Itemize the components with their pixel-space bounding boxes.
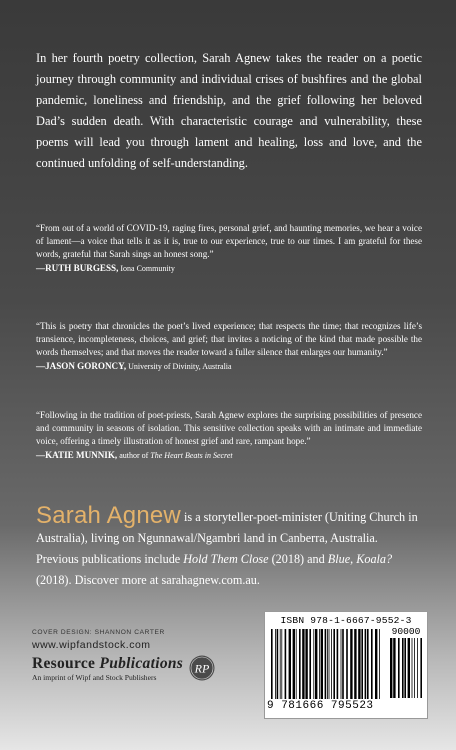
price-addon-digits: 90000 [391,626,421,637]
barcode-bar [420,638,422,698]
barcode-bar [325,629,327,699]
endorser-affiliation: Iona Community [118,264,175,273]
barcode-bar [285,629,287,699]
barcode-bar [412,638,413,698]
barcode-bar [309,629,311,699]
barcode-bar [319,629,320,699]
addon-barcode [390,638,422,698]
barcode-bar [350,629,352,699]
endorser-affiliation: University of Divinity, Australia [126,362,232,371]
barcode-bar [342,629,344,699]
bio-text-3: (2018). Discover more at sarahagnew.com.au. [36,573,260,587]
barcode-bar [393,638,395,698]
barcode-bar [365,629,367,699]
endorsement-attribution [36,449,422,462]
description-blurb: In her fourth poetry collection, Sarah Agnew takes the reader on a poetic journey through community and individual crises of bushfires and the global pandemic, loneliness and friendship, and the grief following her beloved Dad’s sudden death. With characteristic courage and vulnerability, these poems will lead you through lament and healing, loss and love, and the continued unfolding of self-understanding. [36,51,422,170]
barcode-bar [402,638,404,698]
endorser-name: —JASON GORONCY, [36,361,127,371]
barcode-bar [281,629,282,699]
barcode-bar [361,629,363,699]
barcode-bar [354,629,356,699]
endorsement-2 [36,320,422,373]
barcode-bar [293,629,295,699]
barcode-bar [302,629,304,699]
isbn-label: ISBN 978-1-6667-9552-3 [280,615,412,626]
publisher-website: www.wipfandstock.com [32,639,151,651]
ean-digits: 9 781666 795523 [267,700,374,712]
endorsement-attribution [36,360,422,373]
endorsement-attribution [36,262,422,275]
barcode-bar [414,638,415,698]
barcode-bar [417,638,418,698]
barcode-bar [341,629,342,699]
author-name: Sarah Agnew [36,502,181,529]
barcode-bar [321,629,323,699]
cover-design-credit: COVER DESIGN: SHANNON CARTER [32,629,165,636]
ean-barcode [271,629,383,699]
barcode-bar [299,629,301,699]
barcode-bar [271,629,273,699]
barcode-bar [327,629,328,699]
barcode-bar [398,638,400,698]
endorsement-1 [36,222,422,275]
publisher-imprint: An imprint of Wipf and Stock Publishers [32,673,157,682]
barcode-bar [313,629,314,699]
barcode-bar [331,629,332,699]
barcode-bar [315,629,317,699]
endorsement-quote: “From out of a world of COVID-19, raging fires, personal grief, and haunting memories, we hear a voice of lament—a voice that tells it as it is, true to our experience, true to our times. I am grateful for these words, grateful that Sarah sings an honest song.” [36,223,422,259]
author-bio [36,502,422,591]
publisher-name-part-2: Publications [99,655,184,672]
barcode-bar [379,629,380,699]
publisher-block [32,655,183,683]
barcode-panel [264,611,428,719]
barcode-bar [305,629,307,699]
barcode-bar [404,638,406,698]
barcode-bar [408,638,410,698]
barcode-bar [390,638,392,698]
barcode-bar [275,629,276,699]
bio-text-2: (2018) and [268,552,328,566]
barcode-bar [358,629,360,699]
publisher-logo-text: RP [194,661,210,676]
barcode-bar [375,629,377,699]
bio-book-title-2: Blue, Koala? [327,552,393,566]
barcode-bar [333,629,335,699]
publisher-name [32,655,183,673]
barcode-bar [337,629,339,699]
barcode-bar [277,629,279,699]
barcode-bar [296,629,297,699]
barcode-bar [329,629,330,699]
bio-book-title-1: Hold Them Close [183,552,269,566]
publisher-name-part-1: Resource [32,655,100,672]
publisher-logo-icon [189,655,215,681]
endorser-affiliation: author of [117,451,151,460]
endorsement-quote: “This is poetry that chronicles the poet’s lived experience; that respects the time; that recognizes life’s transience, incompleteness, choices, and grief; that invites a noticing of the kind that made possible the words themselves; and that moves the reader toward a fuller silence that enlarges our humanity.” [36,321,422,357]
barcode-bar [346,629,348,699]
endorsement-quote: “Following in the tradition of poet-priests, Sarah Agnew explores the surprising possibilities of presence and community in seasons of isolation. This sensitive collection speaks with an intimate and immediate voice, offering a timely illustration of honest grief and rare, rampant hope.” [36,410,422,446]
endorser-name: —KATIE MUNNIK, [36,450,118,460]
endorser-book-title: The Heart Beats in Secret [150,451,233,460]
barcode-bar [289,629,291,699]
endorser-name: —RUTH BURGESS, [36,263,119,273]
bio-text-1: is a storyteller-poet-minister (Uniting Church in Australia), living on Ngunnawal/Ngambri land in Canberra, Australia. Previous publications include [36,510,418,566]
barcode-bar [367,629,369,699]
barcode-bar [371,629,373,699]
endorsement-3 [36,409,422,462]
barcode-bar [280,629,281,699]
